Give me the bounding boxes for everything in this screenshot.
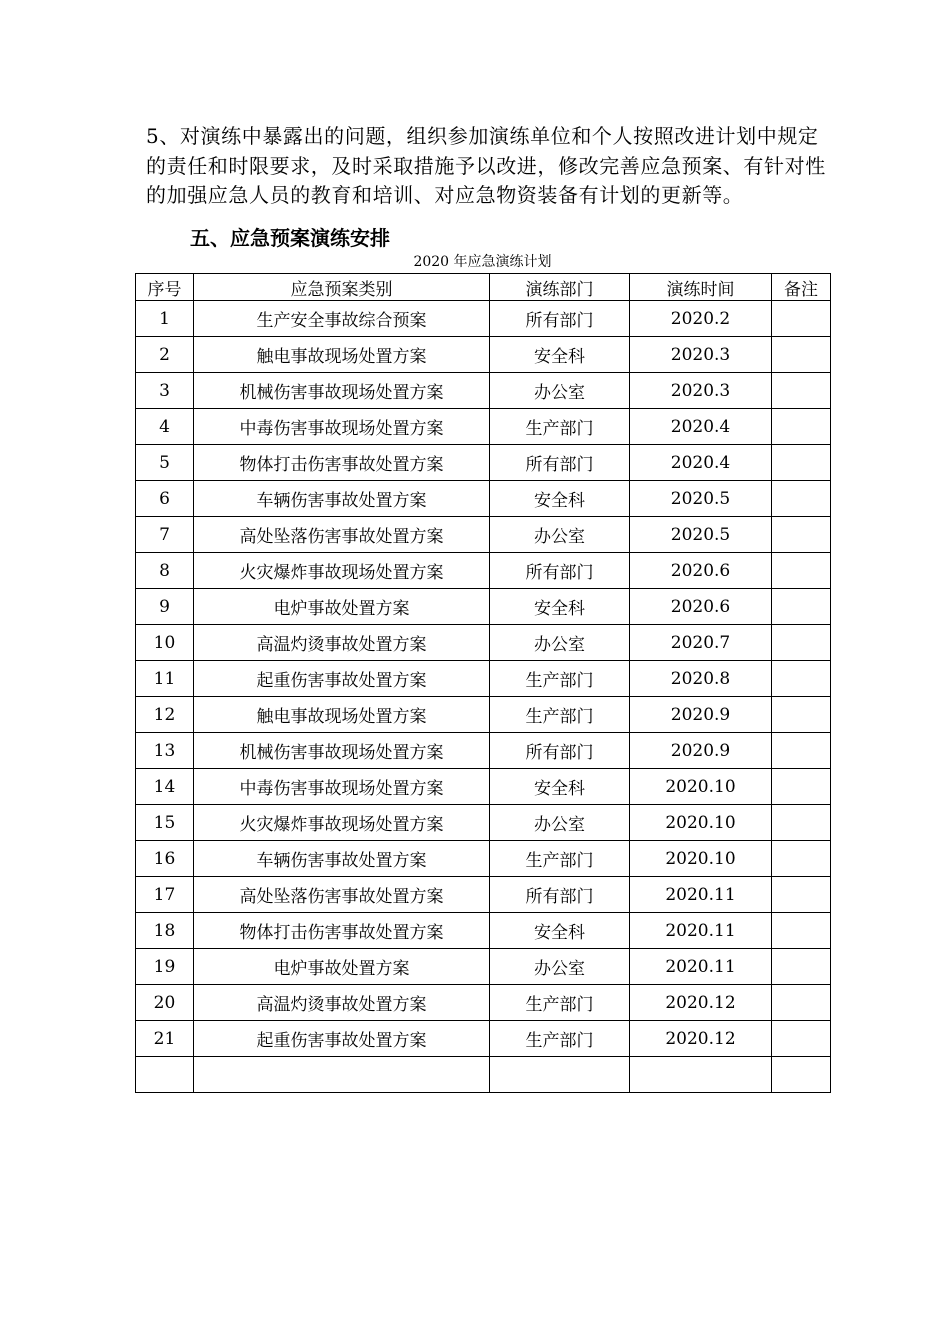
remarks-cell — [772, 481, 831, 517]
drill-time-cell: 2020.11 — [630, 877, 772, 913]
remarks-cell — [772, 877, 831, 913]
department-cell — [490, 1057, 630, 1093]
serial-number-cell — [136, 1057, 194, 1093]
plan-category-cell: 生产安全事故综合预案 — [194, 301, 490, 337]
plan-category-cell: 高处坠落伤害事故处置方案 — [194, 877, 490, 913]
plan-category-cell: 高温灼烫事故处置方案 — [194, 985, 490, 1021]
plan-category-cell: 电炉事故处置方案 — [194, 949, 490, 985]
remarks-cell — [772, 625, 831, 661]
serial-number-cell: 2 — [136, 337, 194, 373]
serial-number-cell: 3 — [136, 373, 194, 409]
department-cell: 生产部门 — [490, 985, 630, 1021]
plan-category-cell: 触电事故现场处置方案 — [194, 337, 490, 373]
drill-time-cell: 2020.9 — [630, 733, 772, 769]
department-cell: 办公室 — [490, 517, 630, 553]
plan-category-cell: 机械伤害事故现场处置方案 — [194, 733, 490, 769]
serial-number-cell: 20 — [136, 985, 194, 1021]
drill-time-cell: 2020.10 — [630, 805, 772, 841]
drill-time-cell: 2020.2 — [630, 301, 772, 337]
table-caption: 2020 年应急演练计划 — [413, 254, 552, 270]
department-cell: 生产部门 — [490, 697, 630, 733]
serial-number-cell: 18 — [136, 913, 194, 949]
remarks-cell — [772, 445, 831, 481]
drill-time-cell: 2020.5 — [630, 481, 772, 517]
drill-time-cell: 2020.6 — [630, 553, 772, 589]
table-row — [136, 1057, 831, 1093]
remarks-cell — [772, 841, 831, 877]
department-cell: 所有部门 — [490, 445, 630, 481]
header-serial-number: 序号 — [136, 274, 194, 301]
remarks-cell — [772, 1057, 831, 1093]
table-row — [136, 913, 831, 949]
table-row — [136, 409, 831, 445]
remarks-cell — [772, 733, 831, 769]
drill-time-cell: 2020.7 — [630, 625, 772, 661]
section-heading: 五、应急预案演练安排 — [190, 226, 390, 250]
department-cell: 办公室 — [490, 625, 630, 661]
plan-category-cell: 起重伤害事故处置方案 — [194, 661, 490, 697]
table-row — [136, 697, 831, 733]
table-row — [136, 805, 831, 841]
serial-number-cell: 6 — [136, 481, 194, 517]
serial-number-cell: 11 — [136, 661, 194, 697]
drill-time-cell: 2020.3 — [630, 373, 772, 409]
remarks-cell — [772, 697, 831, 733]
department-cell: 生产部门 — [490, 1021, 630, 1057]
serial-number-cell: 16 — [136, 841, 194, 877]
drill-time-cell: 2020.12 — [630, 985, 772, 1021]
drill-time-cell: 2020.4 — [630, 409, 772, 445]
remarks-cell — [772, 373, 831, 409]
remarks-cell — [772, 337, 831, 373]
plan-category-cell: 物体打击伤害事故处置方案 — [194, 445, 490, 481]
plan-category-cell: 电炉事故处置方案 — [194, 589, 490, 625]
plan-category-cell: 高处坠落伤害事故处置方案 — [194, 517, 490, 553]
serial-number-cell: 19 — [136, 949, 194, 985]
remarks-cell — [772, 553, 831, 589]
plan-category-cell: 触电事故现场处置方案 — [194, 697, 490, 733]
drill-time-cell: 2020.10 — [630, 841, 772, 877]
remarks-cell — [772, 769, 831, 805]
department-cell: 安全科 — [490, 589, 630, 625]
department-cell: 安全科 — [490, 481, 630, 517]
serial-number-cell: 1 — [136, 301, 194, 337]
drill-time-cell — [630, 1057, 772, 1093]
department-cell: 所有部门 — [490, 301, 630, 337]
drill-time-cell: 2020.4 — [630, 445, 772, 481]
department-cell: 安全科 — [490, 913, 630, 949]
table-row — [136, 1021, 831, 1057]
header-department: 演练部门 — [490, 274, 630, 301]
remarks-cell — [772, 1021, 831, 1057]
table-row — [136, 517, 831, 553]
table-row — [136, 553, 831, 589]
table-row — [136, 589, 831, 625]
department-cell: 生产部门 — [490, 841, 630, 877]
serial-number-cell: 8 — [136, 553, 194, 589]
table-row — [136, 769, 831, 805]
plan-category-cell: 车辆伤害事故处置方案 — [194, 481, 490, 517]
serial-number-cell: 17 — [136, 877, 194, 913]
drill-time-cell: 2020.6 — [630, 589, 772, 625]
plan-category-cell — [194, 1057, 490, 1093]
header-plan-category: 应急预案类别 — [194, 274, 490, 301]
remarks-cell — [772, 985, 831, 1021]
plan-category-cell: 物体打击伤害事故处置方案 — [194, 913, 490, 949]
plan-category-cell: 车辆伤害事故处置方案 — [194, 841, 490, 877]
table-row — [136, 337, 831, 373]
plan-category-cell: 火灾爆炸事故现场处置方案 — [194, 553, 490, 589]
serial-number-cell: 14 — [136, 769, 194, 805]
department-cell: 办公室 — [490, 373, 630, 409]
remarks-cell — [772, 301, 831, 337]
table-row — [136, 373, 831, 409]
body-paragraph: 5、对演练中暴露出的问题，组织参加演练单位和个人按照改进计划中规定的责任和时限要求，及时采取措施予以改进，修改完善应急预案、有针对性的加强应急人员的教育和培训、对应急物资装备有计划的更新等。 — [146, 124, 826, 207]
remarks-cell — [772, 949, 831, 985]
serial-number-cell: 15 — [136, 805, 194, 841]
department-cell: 所有部门 — [490, 877, 630, 913]
table-row — [136, 733, 831, 769]
serial-number-cell: 9 — [136, 589, 194, 625]
drill-plan-table — [135, 273, 831, 1093]
remarks-cell — [772, 661, 831, 697]
remarks-cell — [772, 805, 831, 841]
drill-time-cell: 2020.3 — [630, 337, 772, 373]
table-row — [136, 301, 831, 337]
serial-number-cell: 10 — [136, 625, 194, 661]
plan-category-cell: 起重伤害事故处置方案 — [194, 1021, 490, 1057]
table-row — [136, 985, 831, 1021]
department-cell: 生产部门 — [490, 661, 630, 697]
table-row — [136, 841, 831, 877]
department-cell: 所有部门 — [490, 733, 630, 769]
plan-category-cell: 火灾爆炸事故现场处置方案 — [194, 805, 490, 841]
department-cell: 办公室 — [490, 805, 630, 841]
serial-number-cell: 21 — [136, 1021, 194, 1057]
remarks-cell — [772, 409, 831, 445]
department-cell: 安全科 — [490, 337, 630, 373]
plan-category-cell: 中毒伤害事故现场处置方案 — [194, 409, 490, 445]
drill-time-cell: 2020.9 — [630, 697, 772, 733]
serial-number-cell: 5 — [136, 445, 194, 481]
table-row — [136, 661, 831, 697]
drill-time-cell: 2020.10 — [630, 769, 772, 805]
table-body — [136, 301, 831, 1093]
table-row — [136, 877, 831, 913]
serial-number-cell: 12 — [136, 697, 194, 733]
serial-number-cell: 4 — [136, 409, 194, 445]
department-cell: 安全科 — [490, 769, 630, 805]
drill-time-cell: 2020.12 — [630, 1021, 772, 1057]
drill-time-cell: 2020.11 — [630, 949, 772, 985]
remarks-cell — [772, 913, 831, 949]
department-cell: 生产部门 — [490, 409, 630, 445]
table-row — [136, 481, 831, 517]
drill-time-cell: 2020.5 — [630, 517, 772, 553]
header-drill-time: 演练时间 — [630, 274, 772, 301]
drill-time-cell: 2020.8 — [630, 661, 772, 697]
header-remarks: 备注 — [772, 274, 831, 301]
remarks-cell — [772, 589, 831, 625]
table-header-row — [136, 274, 831, 301]
table-row — [136, 949, 831, 985]
department-cell: 办公室 — [490, 949, 630, 985]
serial-number-cell: 7 — [136, 517, 194, 553]
serial-number-cell: 13 — [136, 733, 194, 769]
remarks-cell — [772, 517, 831, 553]
drill-time-cell: 2020.11 — [630, 913, 772, 949]
table-row — [136, 625, 831, 661]
plan-category-cell: 高温灼烫事故处置方案 — [194, 625, 490, 661]
department-cell: 所有部门 — [490, 553, 630, 589]
table-row — [136, 445, 831, 481]
plan-category-cell: 机械伤害事故现场处置方案 — [194, 373, 490, 409]
plan-category-cell: 中毒伤害事故现场处置方案 — [194, 769, 490, 805]
